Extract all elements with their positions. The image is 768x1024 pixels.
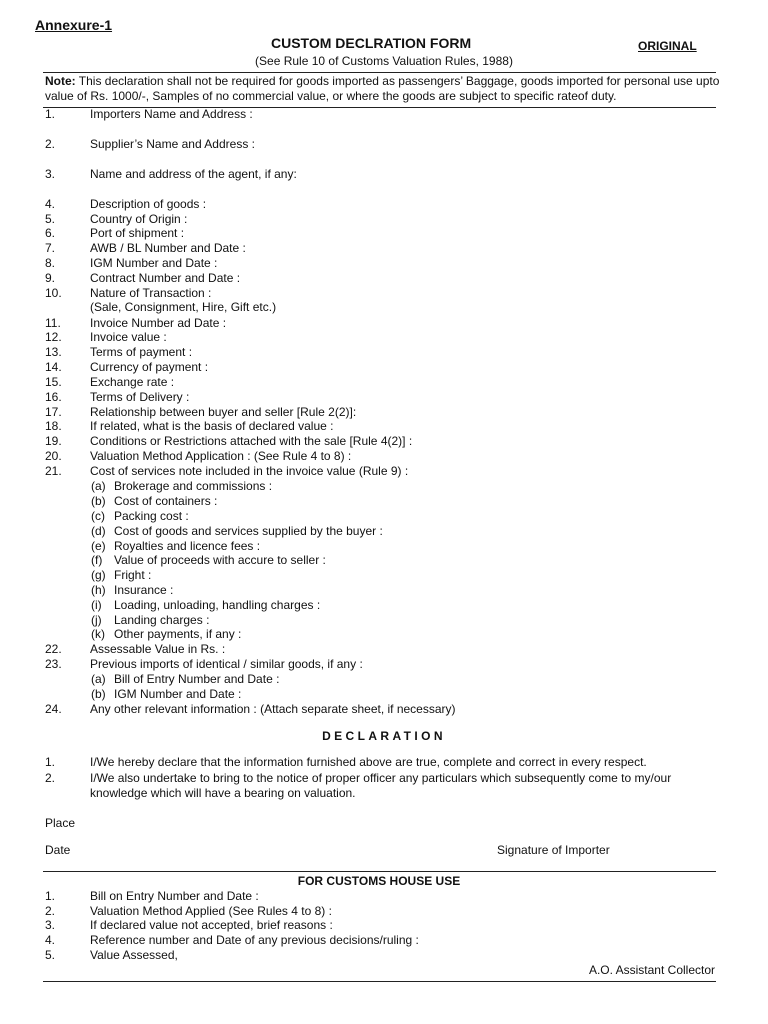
list-item [45,316,226,331]
form-subtitle: (See Rule 10 of Customs Valuation Rules, 1988) [255,54,513,68]
list-item [45,419,333,434]
sub-item-label: Other payments, if any : [114,627,242,641]
sub-item [91,479,272,494]
item-label: IGM Number and Date : [90,256,218,270]
date-label: Date [45,843,71,857]
item-number: 19. [45,434,62,448]
sub-item-letter: (j) [91,613,102,627]
item-number: 5. [45,948,56,962]
item-number: 6. [45,226,56,240]
item-number: 23. [45,657,62,671]
sub-item-letter: (e) [91,539,106,553]
item-label: (Sale, Consignment, Hire, Gift etc.) [90,300,277,314]
item-number: 24. [45,702,62,716]
item-label: Currency of payment : [90,360,209,374]
list-item [45,197,206,212]
item-number: 5. [45,212,56,226]
sub-item [91,598,320,613]
list-item [45,405,356,420]
item-label: Previous imports of identical / similar goods, if any : [90,657,363,671]
item-number: 3. [45,918,56,932]
sub-item [91,613,209,628]
list-item [45,918,333,933]
declaration-line [45,771,725,801]
item-label: Name and address of the agent, if any: [90,167,297,181]
declaration-number: 2. [45,771,56,785]
sub-item-label: Royalties and licence fees : [114,539,261,553]
sub-item-label: Value of proceeds with accure to seller : [114,553,326,567]
list-item [45,107,253,122]
item-number: 12. [45,330,62,344]
divider [43,72,716,73]
list-item [45,889,259,904]
item-label: Bill on Entry Number and Date : [90,889,259,903]
sub-item-label: IGM Number and Date : [114,687,242,701]
item-label: Value Assessed, [90,948,178,962]
list-item [45,137,255,152]
item-number: 8. [45,256,56,270]
signature-label: Signature of Importer [497,843,610,857]
list-item [45,271,240,286]
note-paragraph [45,74,725,104]
list-item [45,657,363,672]
sub-item-label: Packing cost : [114,509,189,523]
list-item [45,933,419,948]
divider [43,981,716,982]
sub-item-letter: (i) [91,598,102,612]
item-number: 14. [45,360,62,374]
sub-item-letter: (a) [91,479,106,493]
item-label: Invoice Number ad Date : [90,316,227,330]
list-item [45,449,351,464]
sub-item-label: Fright : [114,568,152,582]
item-label: AWB / BL Number and Date : [90,241,246,255]
declaration-heading: DECLARATION [322,729,446,743]
declaration-line [45,755,725,770]
item-label: Contract Number and Date : [90,271,241,285]
sub-item-letter: (b) [91,687,106,701]
sub-item-label: Cost of containers : [114,494,218,508]
sub-item-label: Brokerage and commissions : [114,479,273,493]
item-label: Importers Name and Address : [90,107,253,121]
sub-item-letter: (b) [91,494,106,508]
note-label: Note: [45,74,76,88]
customs-heading: FOR CUSTOMS HOUSE USE [297,874,461,888]
item-number: 20. [45,449,62,463]
item-label: Valuation Method Application : (See Rule 4 to 8) : [90,449,352,463]
place-label: Place [45,816,76,830]
item-number: 10. [45,286,62,300]
list-item [45,241,246,256]
sub-item-label: Bill of Entry Number and Date : [114,672,280,686]
item-label: If declared value not accepted, brief reasons : [90,918,333,932]
list-item [45,212,187,227]
sub-item-label: Loading, unloading, handling charges : [114,598,321,612]
item-label: Port of shipment : [90,226,185,240]
list-item [45,330,167,345]
sub-item-letter: (g) [91,568,106,582]
list-item [45,390,189,405]
item-label: Supplier’s Name and Address : [90,137,255,151]
item-number: 7. [45,241,56,255]
item-number: 18. [45,419,62,433]
officer-label: A.O. Assistant Collector [588,963,715,977]
item-label: Terms of payment : [90,345,193,359]
item-number: 2. [45,137,56,151]
item-label: Any other relevant information : (Attach separate sheet, if necessary) [90,702,456,716]
item-number: 16. [45,390,62,404]
item-label: Exchange rate : [90,375,175,389]
item-number: 4. [45,197,56,211]
sub-item [91,583,173,598]
sub-item [91,672,279,687]
sub-item [91,553,326,568]
item-label: Reference number and Date of any previous decisions/ruling : [90,933,419,947]
item-number: 21. [45,464,62,478]
item-number: 15. [45,375,62,389]
sub-item [91,524,383,539]
item-number: 2. [45,904,56,918]
sub-item [91,627,241,642]
form-title: CUSTOM DECLRATION FORM [271,35,472,51]
sub-item-letter: (k) [91,627,105,641]
declaration-text: I/We also undertake to bring to the notice of proper officer any particulars which subsequently come to my/our knowledge which will have a bearing on valuation. [90,771,672,800]
item-label: Country of Origin : [90,212,188,226]
original-label: ORIGINAL [638,39,697,53]
sub-item-letter: (h) [91,583,106,597]
item-label: Description of goods : [90,197,207,211]
list-item [45,345,192,360]
sub-item [91,494,217,509]
sub-item-letter: (c) [91,509,105,523]
divider [43,871,716,872]
item-label: Relationship between buyer and seller [Rule 2(2)]: [90,405,357,419]
item-label: Invoice value : [90,330,167,344]
note-text: This declaration shall not be required for goods imported as passengers’ Baggage, goods imported for personal use upto value of Rs. 1000/-, Samples of no commercial value, or where the goods are subject to specific rateof duty. [45,74,720,103]
item-label: Valuation Method Applied (See Rules 4 to 8) : [90,904,332,918]
item-number: 11. [45,316,61,330]
item-label: Terms of Delivery : [90,390,190,404]
list-item [45,300,276,315]
sub-item-label: Landing charges : [114,613,210,627]
item-number: 4. [45,933,56,947]
list-item [45,642,225,657]
sub-item-label: Cost of goods and services supplied by the buyer : [114,524,383,538]
declaration-number: 1. [45,755,56,769]
sub-item-letter: (a) [91,672,106,686]
list-item [45,464,408,479]
list-item [45,702,456,717]
sub-item-letter: (d) [91,524,106,538]
list-item [45,256,217,271]
item-number: 3. [45,167,56,181]
sub-item [91,509,189,524]
item-number: 9. [45,271,56,285]
item-number: 22. [45,642,62,656]
list-item [45,948,178,963]
item-label: Assessable Value in Rs. : [90,642,226,656]
list-item [45,286,211,301]
sub-item [91,568,151,583]
list-item [45,226,184,241]
list-item [45,434,412,449]
annexure-label: Annexure-1 [35,17,113,33]
item-label: Cost of services note included in the invoice value (Rule 9) : [90,464,409,478]
item-number: 17. [45,405,62,419]
item-number: 1. [45,889,56,903]
item-label: Conditions or Restrictions attached with the sale [Rule 4(2)] : [90,434,413,448]
item-label: If related, what is the basis of declared value : [90,419,334,433]
list-item [45,375,174,390]
sub-item [91,687,241,702]
sub-item-letter: (f) [91,553,103,567]
sub-item-label: Insurance : [114,583,174,597]
list-item [45,904,332,919]
list-item [45,167,297,182]
sub-item [91,539,260,554]
item-number: 13. [45,345,62,359]
list-item [45,360,208,375]
declaration-text: I/We hereby declare that the information furnished above are true, complete and correct in every respect. [90,755,647,769]
item-number: 1. [45,107,56,121]
item-label: Nature of Transaction : [90,286,212,300]
